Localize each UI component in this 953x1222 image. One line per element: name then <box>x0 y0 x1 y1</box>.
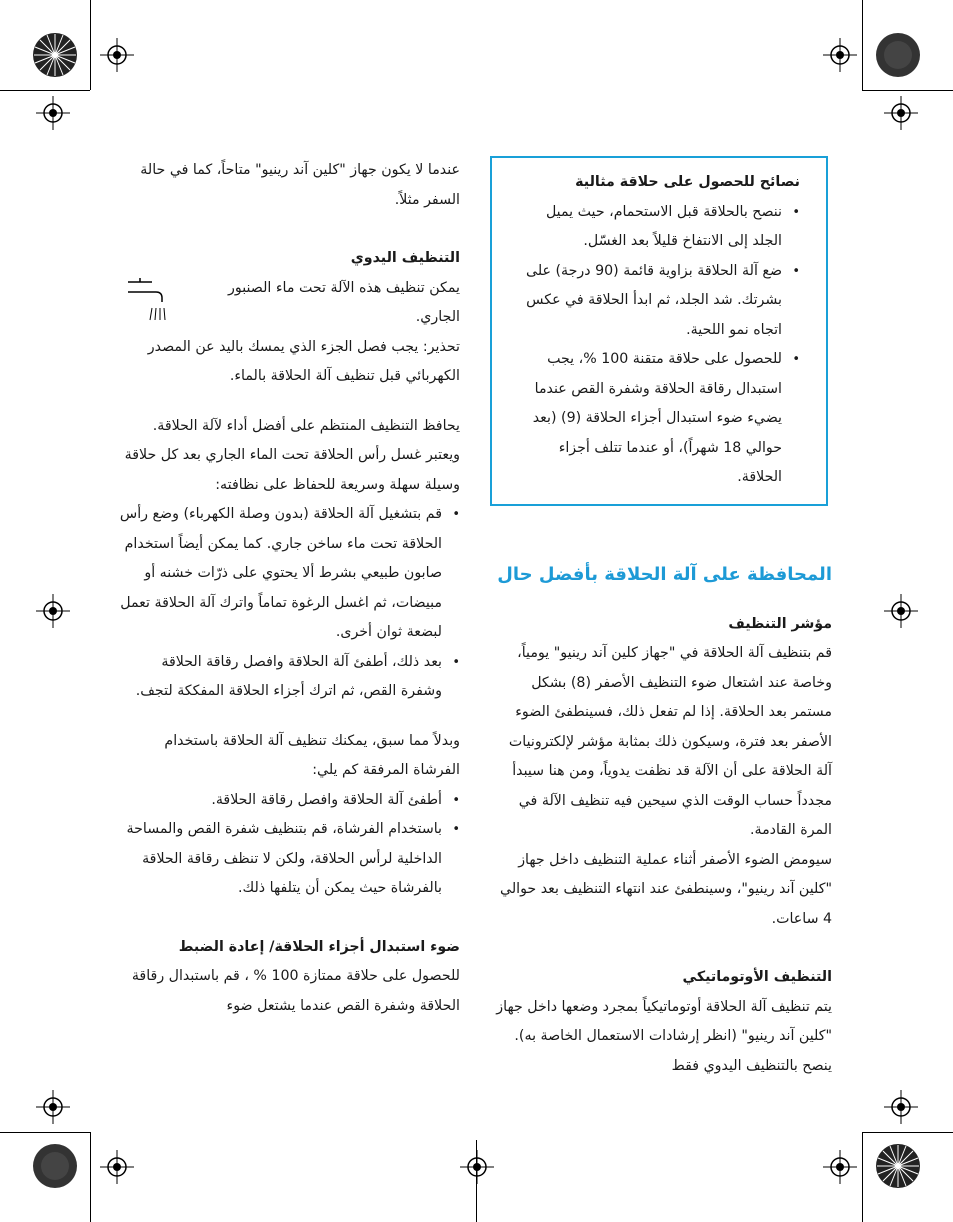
trim-line <box>90 0 91 90</box>
trim-line <box>862 90 953 91</box>
crosshair-icon <box>36 1090 70 1124</box>
auto-cleaning-paragraph: يتم تنظيف آلة الحلاقة أوتوماتيكياً بمجرد وضعها داخل جهاز "كلين آند رينيو" (انظر إرشادات الاستعمال الخاصة به). ينصح بالتنظيف اليدوي فقط <box>496 998 832 1074</box>
warning-text: تحذير: يجب فصل الجزء الذي يمسك باليد عن المصدر الكهربائي قبل تنظيف آلة الحلاقة بالماء. <box>147 338 460 384</box>
list-item: • باستخدام الفرشاة، قم بتنظيف شفرة القص والمساحة الداخلية لرأس الحلاقة، ولكن لا تنظف رقاقة الحلاقة بالفرشاة حيث يمكن أن يتلفها ذلك. <box>118 815 460 904</box>
crosshair-icon <box>823 38 857 72</box>
trim-line <box>862 1132 953 1133</box>
crosshair-icon <box>100 1150 134 1184</box>
indicator-paragraph: قم بتنظيف آلة الحلاقة في "جهاز كلين آند رينيو" يومياً، وخاصة عند اشتعال ضوء التنظيف الأصفر (8) بشكل مستمر بعد الحلاقة. إذا لم تفعل ذلك، فسينطفئ الضوء الأصفر بعد فترة، وسيكون ذلك بمثابة مؤشر لإلكترونيات آلة الحلاقة على أن الآلة قد نظفت يدوياً، ومن هنا سيبدأ مجدداً حساب الوقت الذي سيحين فيه تنظيف الآلة في المرة القادمة. <box>508 645 832 838</box>
reset-paragraph: للحصول على حلاقة ممتازة 100 % ، قم باستبدال رقاقة الحلاقة وشفرة القص عندما يشتعل ضوء <box>131 968 460 1014</box>
trim-line <box>0 90 90 91</box>
indicator-heading: مؤشر التنظيف <box>728 615 832 632</box>
crosshair-icon <box>884 594 918 628</box>
crosshair-icon <box>823 1150 857 1184</box>
intro-paragraph: عندما لا يكون جهاز "كلين آند رينيو" متاحاً، كما في حالة السفر مثلاً. <box>140 162 460 208</box>
regular-cleaning-paragraph: يحافظ التنظيف المنتظم على أفضل أداء لآلة الحلاقة. ويعتبر غسل رأس الحلاقة تحت الماء الجاري بعد كل حلاقة وسيلة سهلة وسريعة للحفاظ على نظافته: <box>124 417 460 493</box>
brush-intro: وبدلاً مما سبق، يمكنك تنظيف آلة الحلاقة باستخدام الفرشاة المرفقة كم يلي: <box>164 732 460 778</box>
trim-line <box>0 1132 90 1133</box>
tips-list <box>512 198 800 493</box>
right-column <box>490 560 832 1081</box>
registration-circle-icon <box>875 1143 921 1189</box>
crosshair-icon <box>884 96 918 130</box>
faucet-icon <box>126 278 166 322</box>
trim-line <box>862 0 863 90</box>
crosshair-icon <box>460 1150 494 1184</box>
maintenance-title: المحافظة على آلة الحلاقة بأفضل حال <box>497 564 832 585</box>
list-item: • أطفئ آلة الحلاقة وافصل رقاقة الحلاقة. <box>118 786 460 816</box>
manual-cleaning-heading: التنظيف اليدوي <box>350 250 460 266</box>
tips-box <box>490 156 828 506</box>
crosshair-icon <box>100 38 134 72</box>
trim-line <box>862 1132 863 1222</box>
steps-list <box>118 500 460 707</box>
registration-circle-icon <box>875 32 921 78</box>
tips-heading: نصائح للحصول على حلاقة مثالية <box>575 174 800 190</box>
crosshair-icon <box>36 594 70 628</box>
list-item: • قم بتشغيل آلة الحلاقة (بدون وصلة الكهرباء) وضع رأس الحلاقة تحت ماء ساخن جاري. كما يمكن أيضاً استخدام صابون طبيعي بشرط ألا يحتوي على ذرّات خشنه أو مبيضات، ثم اغسل الرغوة تماماً واترك آلة الحلاقة تعمل لبضعة ثوان أخرى. <box>118 500 460 648</box>
crosshair-icon <box>884 1090 918 1124</box>
list-item: • ضع آلة الحلاقة بزاوية قائمة (90 درجة) على بشرتك. شد الجلد، ثم ابدأ الحلاقة في عكس اتجاه نمو اللحية. <box>512 257 800 346</box>
registration-circle-icon <box>32 1143 78 1189</box>
trim-line <box>476 1140 477 1222</box>
left-column <box>118 156 460 1021</box>
reset-heading: ضوء استبدال أجزاء الحلاقة/ إعادة الضبط <box>178 938 460 955</box>
list-item: • ننصح بالحلاقة قبل الاستحمام، حيث يميل الجلد إلى الانتفاخ قليلاً بعد الغسّل. <box>512 198 800 257</box>
list-item: • للحصول على حلاقة متقنة 100 %، يجب استبدال رقاقة الحلاقة وشفرة القص عندما يضيء ضوء استبدال أجزاء الحلاقة (9) (بعد حوالي 18 شهراً)، أو عندما تتلف أجزاء الحلاقة. <box>512 345 800 493</box>
brush-steps-list <box>118 786 460 904</box>
registration-circle-icon <box>32 32 78 78</box>
faucet-text: يمكن تنظيف هذه الآلة تحت ماء الصنبور الجاري. <box>228 279 460 325</box>
crosshair-icon <box>36 96 70 130</box>
indicator-paragraph-2: سيومض الضوء الأصفر أثناء عملية التنظيف داخل جهاز "كلين آند رينيو"، وسينطفئ عند انتهاء التنظيف بعد حوالي 4 ساعات. <box>500 851 832 927</box>
list-item: • بعد ذلك، أطفئ آلة الحلاقة وافصل رقاقة الحلاقة وشفرة القص، ثم اترك أجزاء الحلاقة المفككة لتجف. <box>118 648 460 707</box>
auto-cleaning-heading: التنظيف الأوتوماتيكي <box>682 969 832 985</box>
trim-line <box>90 1132 91 1222</box>
faucet-row <box>118 274 460 333</box>
